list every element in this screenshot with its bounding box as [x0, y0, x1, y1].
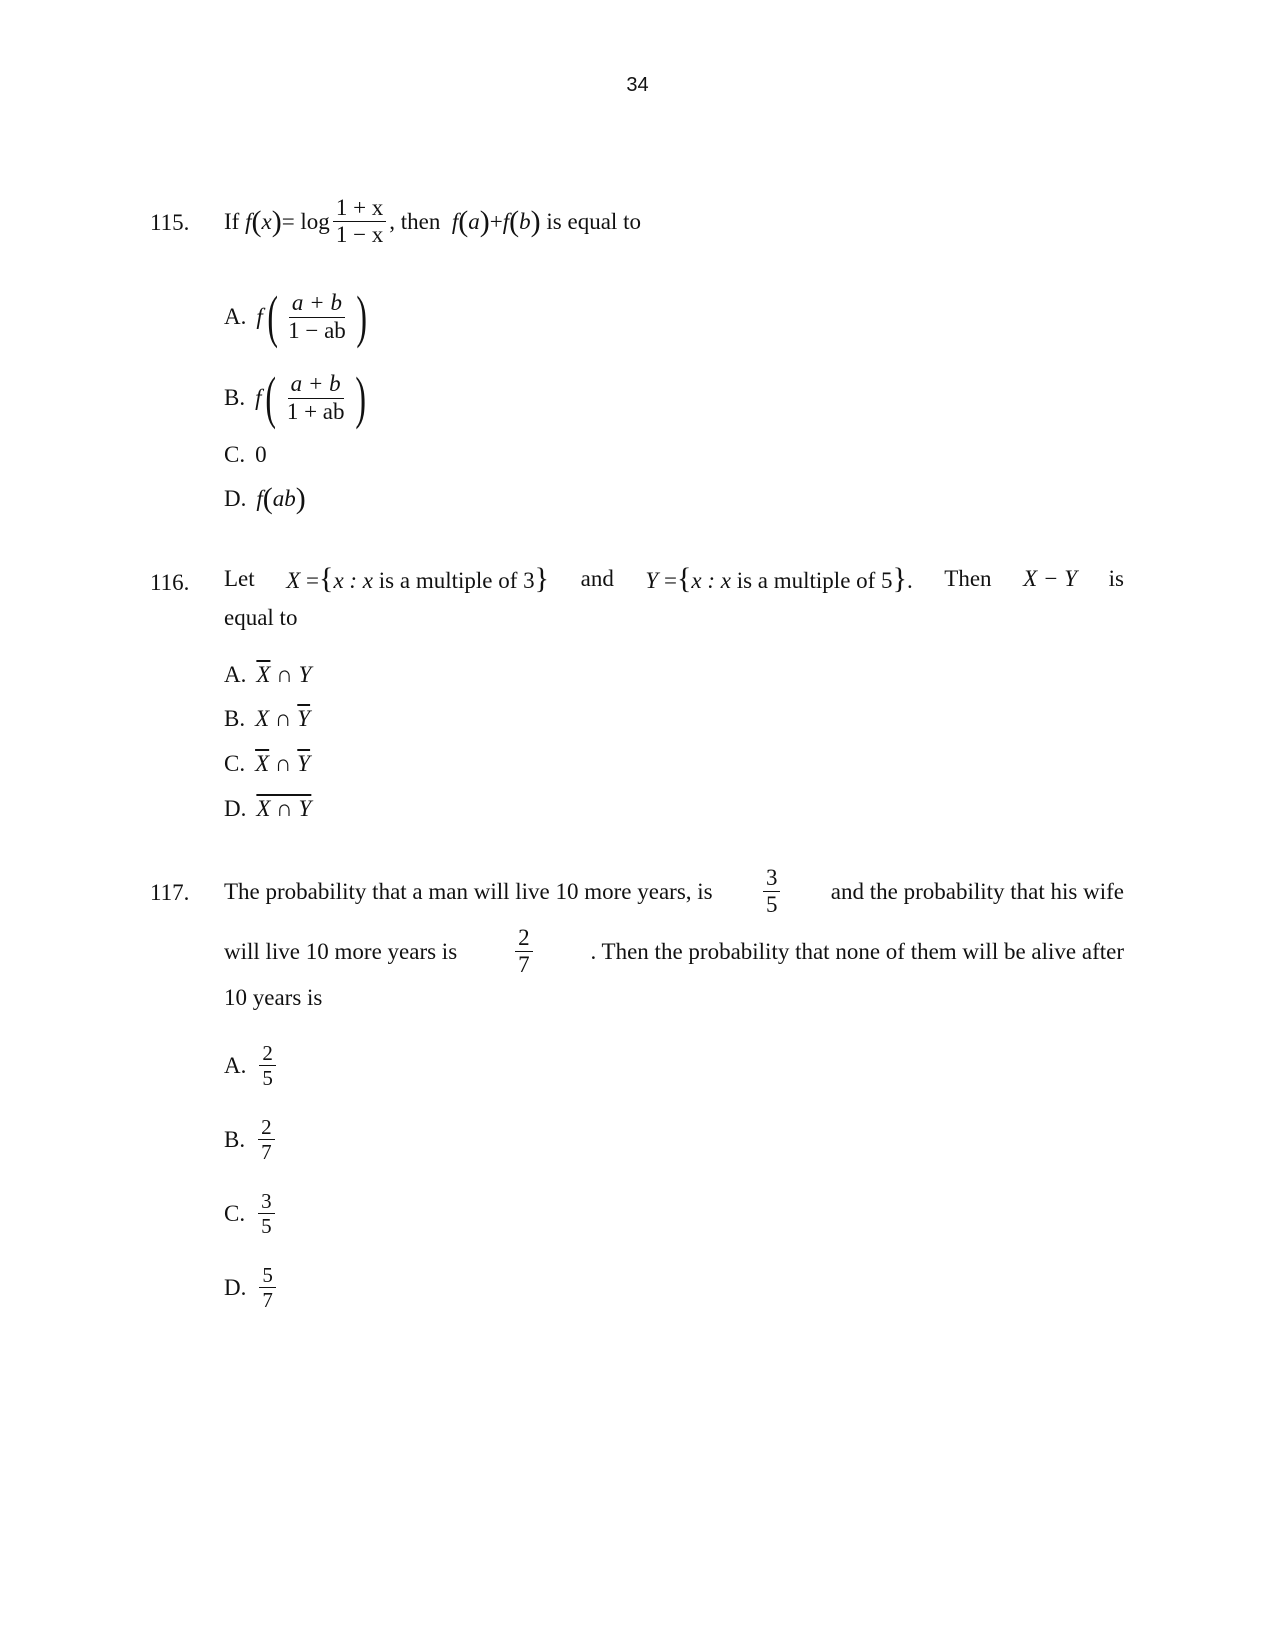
- fraction-num: 5: [259, 1264, 276, 1288]
- question-116-line2: equal to: [224, 605, 298, 630]
- option-label: C.: [224, 1200, 246, 1226]
- question-116-number: 116.: [150, 570, 190, 595]
- q117-line2-tail: . Then the probability that none of them will be alive after: [590, 938, 1124, 964]
- q115-eq-log: = log: [281, 208, 330, 234]
- fraction-num: 2: [259, 1042, 276, 1066]
- q116-then: Then: [944, 566, 992, 591]
- option-label: C.: [224, 751, 246, 776]
- q117-frac-man: [763, 866, 781, 917]
- q115-option-a: A. f ( $\frac{a + b}{1 - ab}$ ): [224, 284, 367, 349]
- fraction-den: 5: [262, 1066, 273, 1091]
- option-f: f: [255, 385, 262, 410]
- q116-period: .: [906, 568, 913, 593]
- option-label: B.: [224, 1126, 246, 1152]
- option-label: B.: [224, 385, 246, 410]
- fraction-den: 1 − ab: [288, 317, 346, 343]
- option-fraction: [259, 1264, 276, 1311]
- q116-Y: Y: [645, 568, 659, 593]
- option-fraction: [258, 1190, 275, 1237]
- q115-if: If: [224, 208, 240, 234]
- option-arg: ab: [272, 486, 296, 511]
- question-117-line2: [224, 926, 1124, 977]
- q116-set-y-text: is a multiple of 5: [736, 568, 893, 593]
- fraction-num: a + b: [289, 291, 345, 317]
- fraction-den: 7: [262, 1288, 273, 1313]
- option-label: C.: [224, 442, 246, 467]
- q115-plus: +: [489, 208, 503, 234]
- option-label: D.: [224, 1274, 247, 1300]
- q117-option-a: [224, 1042, 279, 1089]
- question-116-line1: [224, 564, 1124, 594]
- option-f: f: [256, 486, 263, 511]
- q116-set-x-text: is a multiple of 3: [378, 568, 535, 593]
- q116-set-x: X ={x : x is a multiple of 3}: [286, 562, 550, 595]
- fraction-num: 2: [515, 926, 533, 952]
- q116-let: Let: [224, 566, 255, 591]
- question-115-number: 115.: [150, 210, 190, 235]
- question-117-line1: [224, 866, 1124, 917]
- q116-is: is: [1108, 566, 1124, 591]
- intersection-symbol: ∩: [274, 706, 292, 731]
- option-label: A.: [224, 662, 247, 687]
- fraction-num: 2: [258, 1116, 275, 1140]
- fraction-den: 1 + ab: [286, 398, 345, 424]
- fraction-den: 5: [765, 892, 778, 918]
- q116-and: and: [580, 566, 614, 591]
- option-label: D.: [224, 486, 247, 511]
- q115-then: , then: [389, 208, 441, 234]
- q115-option-b: B. f ( $\frac{a + b}{1 + ab}$ ): [224, 365, 366, 430]
- q117-line1-text: The probability that a man will live 10 more years, is: [224, 878, 713, 904]
- q116-set-x-var: x : x: [333, 568, 374, 593]
- q117-line2-text: will live 10 more years is: [224, 938, 458, 964]
- q115-x: x: [261, 208, 272, 234]
- set-x: X: [255, 706, 270, 731]
- q115-fb: f: [502, 208, 510, 234]
- option-fraction: [284, 372, 348, 423]
- q116-option-c: [224, 751, 310, 777]
- set-y: Y: [298, 662, 312, 687]
- q116-option-a: [224, 662, 311, 688]
- set-complement-x: $\overline{X}$: [256, 662, 271, 687]
- q115-a: a: [468, 208, 480, 234]
- set-complement-x: $\overline{X}$: [255, 751, 270, 776]
- fraction-num: 3: [763, 866, 781, 892]
- q116-set-y: Y ={x : x is a multiple of 5}.: [645, 562, 913, 595]
- option-label: A.: [224, 1052, 247, 1078]
- q115-b: b: [519, 208, 531, 234]
- q117-option-d: [224, 1264, 279, 1311]
- fraction-den: 7: [261, 1140, 272, 1165]
- question-117-number: 117.: [150, 880, 190, 905]
- option-fraction: [259, 1042, 276, 1089]
- fraction-den: 7: [518, 952, 530, 978]
- question-117-line3: 10 years is: [224, 985, 323, 1010]
- q116-X: X: [286, 568, 301, 593]
- fraction-num: 3: [258, 1190, 275, 1214]
- q116-eq2: =: [663, 568, 677, 593]
- q116-set-y-var: x : x: [691, 568, 731, 593]
- q115-tail: is equal to: [546, 208, 641, 234]
- option-label: B.: [224, 706, 246, 731]
- q116-option-d: [224, 796, 311, 822]
- q116-option-b: [224, 706, 310, 732]
- set-complement-y: $\overline{Y}$: [297, 751, 311, 776]
- option-fraction: [258, 1116, 275, 1163]
- q117-line1-tail: and the probability that his wife: [830, 878, 1124, 904]
- question-115-stem: If f ( x ) = log $\frac{1 + x}{1 - x}$ , then f ( a ) + f ( b ) is equal to: [224, 195, 641, 248]
- q115-log-num: 1 + x: [333, 196, 386, 222]
- q115-log-den: 1 − x: [335, 222, 384, 248]
- fraction-num: a + b: [288, 372, 344, 398]
- q116-diff: X − Y: [1023, 566, 1078, 591]
- q115-f: f: [245, 208, 252, 234]
- option-text: 0: [255, 442, 267, 467]
- q117-option-c: [224, 1190, 278, 1237]
- fraction-den: 5: [261, 1214, 272, 1239]
- q115-log-fraction: [333, 196, 386, 247]
- intersection-symbol: ∩: [276, 662, 293, 687]
- complement-of-intersection: X ∩ Y: [256, 796, 312, 821]
- page-number: 34: [626, 74, 649, 96]
- q116-eq1: =: [306, 568, 320, 593]
- set-complement-y: $\overline{Y}$: [297, 706, 311, 731]
- option-label: A.: [224, 304, 247, 329]
- q115-option-c: [224, 442, 267, 468]
- q117-option-b: [224, 1116, 278, 1163]
- q117-frac-wife: [515, 926, 533, 977]
- q115-option-d: D. f ( ab ): [224, 482, 306, 515]
- option-label: D.: [224, 796, 247, 821]
- intersection-symbol: ∩: [274, 751, 292, 776]
- q115-fa: f: [451, 208, 459, 234]
- option-fraction: [285, 291, 349, 342]
- option-f: f: [256, 304, 263, 329]
